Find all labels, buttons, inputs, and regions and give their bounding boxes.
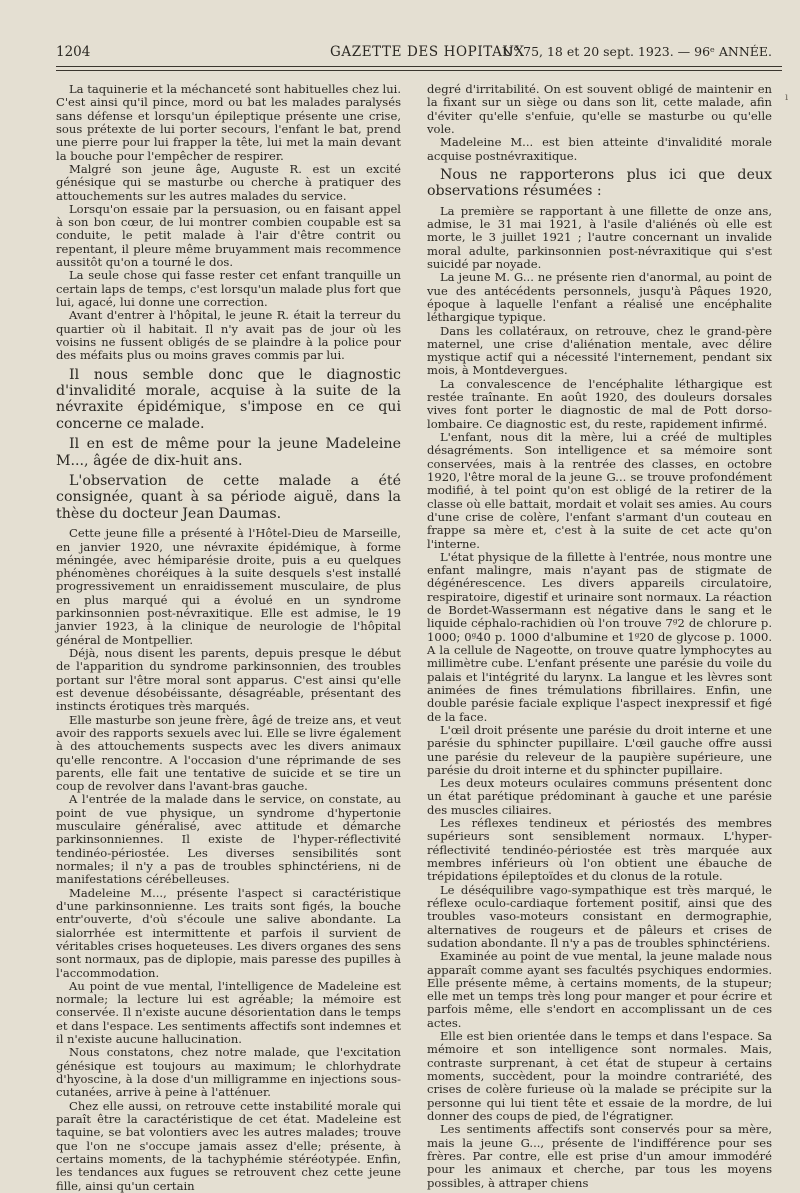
issue-info: N° 75, 18 et 20 sept. 1923. — 96ᵉ ANNÉE. bbox=[501, 44, 772, 59]
paragraph: L'enfant, nous dit la mère, lui a créé de multiples désagréments. Son intelligence et sa mémoire sont conservées, mais à la rentrée des classes, en octobre 1920, l'être moral de la jeune G... se trouve profondément modifié, à tel point qu'on est obligé de la retirer de la classe où elle battait, mordait et volait ses amies. Au cours d'une crise de colère, l'enfant s'armant d'un couteau en frappe sa mère et, c'est à la suite de cet acte qu'on l'interne. bbox=[427, 430, 772, 551]
paragraph: Les réflexes tendineux et périostés des membres supérieurs sont sensiblement normaux. L'hyper-réflectivité tendinéo-périostée est très marquée aux membres inférieurs où l'on obtient une ébauche de trépidations épileptoïdes et du clonus de la rotule. bbox=[427, 816, 772, 884]
paragraph: Il en est de même pour la jeune Madeleine M..., âgée de dix-huit ans. bbox=[56, 436, 401, 469]
right-column bbox=[427, 83, 772, 1190]
paragraph: L'état physique de la fillette à l'entrée, nous montre une enfant malingre, mais n'ayant pas de stigmate de dégénérescence. Les divers appareils circulatoire, respiratoire, digestif et urinaire sont normaux. La réaction de Bordet-Wassermann est négative dans le sang et le liquide céphalo-rachidien où l'on trouve 7ᵍ2 de chlorure p. 1000; 0ᵍ40 p. 1000 d'albumine et 1ᵍ20 de glycose p. 1000. A la cellule de Nageotte, on trouve quatre lymphocytes au millimètre cube. L'enfant présente une parésie du voile du palais et l'intégrité du larynx. La langue et les lèvres sont animées de fines trémulations fibrillaires. Enfin, une double parésie faciale explique l'aspect inexpressif et figé de la face. bbox=[427, 549, 772, 724]
paragraph: Elle est bien orientée dans le temps et dans l'espace. Sa mémoire et son intelligence sont normales. Mais, contraste surprenant, à cet état de stupeur à certains moments, succèdent, pour la moindre contrariété, des crises de colère furieuse où la malade se précipite sur la personne qui lui tient tête et essaie de la mordre, de lui donner des coups de pied, de l'égratigner. bbox=[427, 1029, 772, 1123]
paragraph: Chez elle aussi, on retrouve cette instabilité morale qui paraît être la caractéristique de cet état. Madeleine est taquine, se bat volontiers avec les autres malades; trouve que l'on ne s'occupe jamais assez d'elle; présente, à certains moments, de la tachyphémie stéréotypée. Enfin, les tendances aux fugues se retrouvent chez cette jeune fille, ainsi qu'un certain bbox=[56, 1098, 401, 1193]
paragraph: La première se rapportant à une fillette de onze ans, admise, le 31 mai 1921, à l'asile d'aliénés où elle est morte, le 3 juillet 1921 ; l'autre concernant un invalide moral adulte, parkinsonnien post-névraxitique qui s'est suicidé par noyade. bbox=[427, 203, 772, 271]
paragraph: Madeleine M... est bien atteinte d'invalidité morale acquise postnévraxitique. bbox=[427, 135, 772, 163]
header-rule-bottom bbox=[56, 70, 782, 71]
paragraph: Il nous semble donc que le diagnostic d'invalidité morale, acquise à la suite de la névraxite épidémique, s'impose en ce qui concerne ce malade. bbox=[56, 366, 401, 432]
paragraph: Les sentiments affectifs sont conservés pour sa mère, mais la jeune G..., présente de l'indifférence pour ses frères. Par contre, elle est prise d'un amour immodéré pour les animaux et cherche, par tous les moyens possibles, à attraper chiens bbox=[427, 1122, 772, 1190]
paragraph: Nous constatons, chez notre malade, que l'excitation génésique est toujours au maximum; le chlorhydrate d'hyoscine, à la dose d'un milligramme en injections sous-cutanées, arrive à peine à l'atténuer. bbox=[56, 1045, 401, 1100]
page-number: 1204 bbox=[56, 44, 91, 60]
paragraph: La jeune M. G... ne présente rien d'anormal, au point de vue des antécédents personnels, jusqu'à Pâques 1920, époque à laquelle l'enfant a réalisé une encéphalite léthargique typique. bbox=[427, 270, 772, 325]
header-rule-top bbox=[56, 66, 782, 67]
paragraph: Examinée au point de vue mental, la jeune malade nous apparaît comme ayant ses facultés psychiques endormies. Elle présente même, à certains moments, de la stupeur; elle met un temps très long pour manger et pour écrire et parfois même, elle s'endort en accomplissant un de ces actes. bbox=[427, 949, 772, 1030]
running-header bbox=[50, 44, 780, 66]
paragraph: Madeleine M..., présente l'aspect si caractéristique d'une parkinsonnienne. Les traits sont figés, la bouche entr'ouverte, d'où s'écoule une salive abondante. La sialorrhée est intermittente et parfois il survient de véritables crises hoqueteuses. Les divers organes des sens sont normaux, pas de diplopie, mais paresse des pupilles à l'accommodation. bbox=[56, 885, 401, 980]
paragraph: Cette jeune fille a présenté à l'Hôtel-Dieu de Marseille, en janvier 1920, une névraxite épidémique, à forme méningée, avec hémiparésie droite, puis a eu quelques phénomènes choréiques à la suite desquels s'est installé progressivement un enraidissement musculaire, de plus en plus marqué qui a évolué en un syndrome parkinsonnien post-névraxitique. Elle est admise, le 19 janvier 1923, à la clinique de neurologie de l'hôpital général de Montpellier. bbox=[56, 526, 401, 647]
paragraph: La convalescence de l'encéphalite léthargique est restée traînante. En août 1920, des douleurs dorsales vives font porter le diagnostic de mal de Pott dorso-lombaire. Ce diagnostic est, du reste, rapidement infirmé. bbox=[427, 376, 772, 431]
paragraph: Malgré son jeune âge, Auguste R. est un excité génésique qui se masturbe ou cherche à pratiquer des attouchements sur les autres malades du service. bbox=[56, 161, 401, 203]
margin-mark: ı bbox=[785, 92, 789, 103]
paragraph: La seule chose qui fasse rester cet enfant tranquille un certain laps de temps, c'est lorsqu'un malade plus fort que lui, agacé, lui donne une correction. bbox=[56, 268, 401, 309]
paragraph: Au point de vue mental, l'intelligence de Madeleine est normale; la lecture lui est agréable; la mémoire est conservée. Il n'existe aucune désorientation dans le temps et dans l'espace. Les sentiments affectifs sont indemnes et il n'existe aucune hallucination. bbox=[56, 978, 401, 1047]
paragraph: L'œil droit présente une parésie du droit interne et une parésie du sphincter pupillaire. L'œil gauche offre aussi une parésie du releveur de la paupière supérieure, une parésie du droit interne et du sphincter pupillaire. bbox=[427, 722, 772, 777]
paragraph: La taquinerie et la méchanceté sont habituelles chez lui. C'est ainsi qu'il pince, mord ou bat les malades paralysés sans défense et lorsqu'un épileptique présente une crise, sous prétexte de lui porter secours, l'enfant le bat, prend une pierre pour lui frapper la tête, lui met la main devant la bouche pour l'empêcher de respirer. bbox=[56, 82, 401, 163]
paragraph: Déjà, nous disent les parents, depuis presque le début de l'apparition du syndrome parkinsonnien, des troubles portant sur l'être moral sont apparus. C'est ainsi qu'elle est devenue désobéissante, désagréable, présentant des instincts érotiques très marqués. bbox=[56, 646, 401, 714]
paragraph: Les deux moteurs oculaires communs présentent donc un état parétique prédominant à gauche et une parésie des muscles ciliaires. bbox=[427, 776, 772, 817]
paragraph: Le déséquilibre vago-sympathique est très marqué, le réflexe oculo-cardiaque fortement positif, ainsi que des troubles vaso-moteurs consistant en dermographie, alternatives de rougeurs et de pâleurs et crises de sudation abondante. Il n'y a pas de troubles sphinctériens. bbox=[427, 882, 772, 950]
paragraph: Dans les collatéraux, on retrouve, chez le grand-père maternel, une crise d'aliénation mentale, avec délire mystique actif qui a nécessité l'internement, pendant six mois, à Montdevergues. bbox=[427, 323, 772, 378]
paragraph: A l'entrée de la malade dans le service, on constate, au point de vue physique, un syndrome d'hypertonie musculaire généralisé, avec attitude et démarche parkinsonniennes. Il existe de l'hyper-réflectivité tendinéo-périostée. Les diverses sensibilités sont normales; il n'y a pas de troubles sphinctériens, ni de manifestations cérébelleuses. bbox=[56, 792, 401, 887]
left-column bbox=[56, 83, 401, 1193]
paragraph: Elle masturbe son jeune frère, âgé de treize ans, et veut avoir des rapports sexuels avec lui. Elle se livre également à des attouchements suspects avec les divers animaux qu'elle rencontre. A l'occasion d'une réprimande de ses parents, elle fait une tentative de suicide et se tire un coup de revolver dans l'avant-bras gauche. bbox=[56, 712, 401, 794]
paragraph: Nous ne rapporterons plus ici que deux observations résumées : bbox=[427, 166, 772, 200]
paragraph: degré d'irritabilité. On est souvent obligé de maintenir en la fixant sur un siège ou dans son lit, cette malade, afin d'éviter qu'elle s'enfuie, qu'elle se masturbe ou qu'elle vole. bbox=[427, 82, 772, 136]
paragraph: Avant d'entrer à l'hôpital, le jeune R. était la terreur du quartier où il habitait. Il n'y avait pas de jour où les voisins ne fussent obligés de se plaindre à la police pour des méfaits plus ou moins graves commis par lui. bbox=[56, 308, 401, 363]
paragraph: Lorsqu'on essaie par la persuasion, ou en faisant appel à son bon cœur, de lui montrer combien coupable est sa conduite, le petit malade à l'air d'être contrit ou repentant, il pleure même bruyamment mais recommence aussitôt qu'on a tourné le dos. bbox=[56, 201, 401, 270]
journal-title: GAZETTE DES HOPITAUX bbox=[330, 44, 525, 60]
paragraph: L'observation de cette malade a été consignée, quant à sa période aiguë, dans la thèse du docteur Jean Daumas. bbox=[56, 473, 401, 522]
